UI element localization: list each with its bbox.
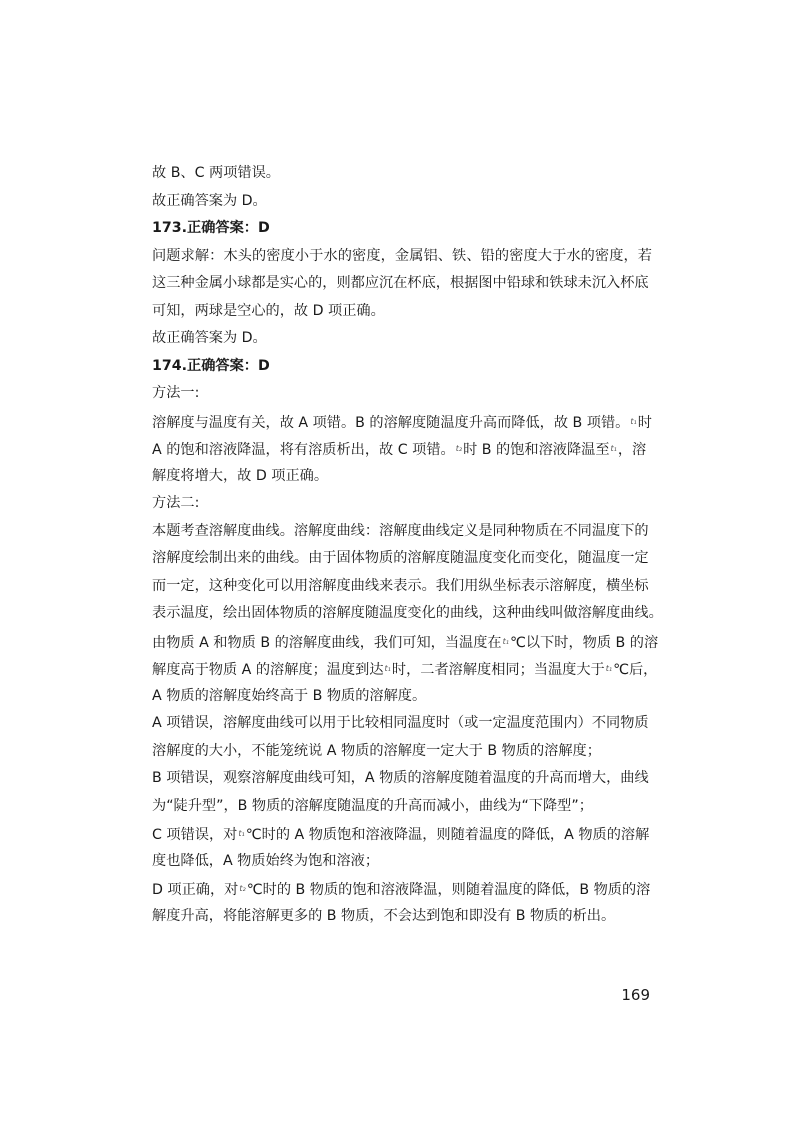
line-text: ℃以下时，物质 B 的溶 xyxy=(509,634,659,651)
temperature-symbol-t1: t₁ xyxy=(630,416,637,426)
line-text: 本题考查溶解度曲线。溶解度曲线：溶解度曲线定义是同种物质在不同温度下的 xyxy=(152,522,649,539)
text-line xyxy=(152,683,652,711)
text-line xyxy=(152,408,652,436)
text-line xyxy=(152,545,652,573)
answer-heading-174 xyxy=(152,353,652,381)
line-text: A 项错误，溶解度曲线可以用于比较相同温度时（或一定温度范围内）不同物质 xyxy=(152,715,649,731)
text-line xyxy=(152,243,652,271)
line-text: 方法二: xyxy=(152,495,200,511)
line-text: 解度升高，将能溶解更多的 B 物质，不会达到饱和即没有 B 物质的析出。 xyxy=(152,907,616,924)
line-text: A 物质的溶解度始终高于 B 物质的溶解度。 xyxy=(152,687,427,704)
method-one-label xyxy=(152,380,652,408)
text-line xyxy=(152,820,652,848)
line-text: 为“陡升型”，B 物质的溶解度随温度的升高而减小，曲线为“下降型”； xyxy=(152,797,593,814)
page-number: 169 xyxy=(621,986,650,1004)
line-text: 表示温度，绘出固体物质的溶解度随温度变化的曲线，这种曲线叫做溶解度曲线。 xyxy=(152,605,663,621)
line-text: 度也降低，A 物质始终为饱和溶液； xyxy=(152,852,380,869)
line-text: 溶解度与温度有关，故 A 项错。B 的溶解度随温度升高而降低，故 B 项错。 xyxy=(152,414,630,431)
text-line xyxy=(152,160,652,188)
line-text: 时 xyxy=(637,414,652,431)
text-line xyxy=(152,848,652,876)
line-text: 173.正确答案：D xyxy=(152,220,270,236)
answer-explanation-body xyxy=(152,160,663,930)
text-line xyxy=(152,325,652,353)
answer-heading-173 xyxy=(152,215,652,243)
text-line xyxy=(152,710,652,738)
method-two-label xyxy=(152,490,652,518)
text-line xyxy=(152,600,663,628)
line-text: 溶解度的大小，不能笼统说 A 物质的溶解度一定大于 B 物质的溶解度； xyxy=(152,742,601,759)
line-text: 时，二者溶解度相同；当温度大于 xyxy=(391,662,605,678)
text-line xyxy=(152,573,652,601)
line-text: 故正确答案为 D。 xyxy=(152,330,267,346)
line-text: 174.正确答案：D xyxy=(152,357,270,374)
line-text: B 项错误，观察溶解度曲线可知，A 物质的溶解度随着温度的升高而增大，曲线 xyxy=(152,770,649,786)
line-text: 方法一: xyxy=(152,385,200,401)
temperature-symbol-t1: t₁ xyxy=(610,444,617,453)
line-text: C 项错误，对 xyxy=(152,827,238,843)
temperature-symbol-t2: t₂ xyxy=(239,884,246,893)
temperature-symbol-t1: t₁ xyxy=(384,664,391,673)
text-line xyxy=(152,655,658,683)
line-text: 解度高于物质 A 的溶解度；温度到达 xyxy=(152,662,384,678)
line-text: ℃时的 B 物质的饱和溶液降温，则随着温度的降低，B 物质的溶 xyxy=(246,882,651,898)
line-text: 可知，两球是空心的，故 D 项正确。 xyxy=(152,302,385,319)
line-text: 解度将增大，故 D 项正确。 xyxy=(152,467,329,484)
line-text: 问题求解：木头的密度小于水的密度，金属铝、铁、铅的密度大于水的密度，若 xyxy=(152,247,652,264)
line-text: ，溶 xyxy=(617,442,647,458)
text-line xyxy=(152,765,652,793)
text-line xyxy=(152,628,659,656)
text-line xyxy=(152,903,652,931)
text-line xyxy=(152,463,652,491)
line-text: 时 B 的饱和溶液降温至 xyxy=(463,442,610,458)
line-text: ℃时的 A 物质饱和溶液降温，则随着温度的降低，A 物质的溶解 xyxy=(245,827,650,843)
line-text: A 的饱和溶液降温，将有溶质析出，故 C 项错。 xyxy=(152,442,455,458)
temperature-symbol-t2: t₂ xyxy=(455,444,463,453)
line-text: 这三种金属小球都是实心的，则都应沉在杯底，根据图中铅球和铁球未沉入杯底 xyxy=(152,275,649,291)
text-line xyxy=(152,270,652,298)
text-line xyxy=(152,518,652,546)
temperature-symbol-t1: t₁ xyxy=(605,664,613,673)
line-text: D 项正确，对 xyxy=(152,882,239,898)
temperature-symbol-t1: t₁ xyxy=(238,829,245,838)
text-line xyxy=(152,793,652,821)
line-text: 故 B、C 两项错误。 xyxy=(152,165,280,181)
temperature-symbol-t1: t₁ xyxy=(502,636,509,646)
text-line xyxy=(152,298,652,326)
line-text: 溶解度绘制出来的曲线。由于固体物质的溶解度随温度变化而变化，随温度一定 xyxy=(152,550,649,566)
text-line xyxy=(152,188,652,216)
line-text: ℃后， xyxy=(613,662,658,678)
line-text: 而一定，这种变化可以用溶解度曲线来表示。我们用纵坐标表示溶解度，横坐标 xyxy=(152,577,649,594)
line-text: 由物质 A 和物质 B 的溶解度曲线，我们可知，当温度在 xyxy=(152,634,502,651)
text-line xyxy=(152,875,652,903)
text-line xyxy=(152,435,652,463)
text-line xyxy=(152,738,652,766)
line-text: 故正确答案为 D。 xyxy=(152,192,267,209)
